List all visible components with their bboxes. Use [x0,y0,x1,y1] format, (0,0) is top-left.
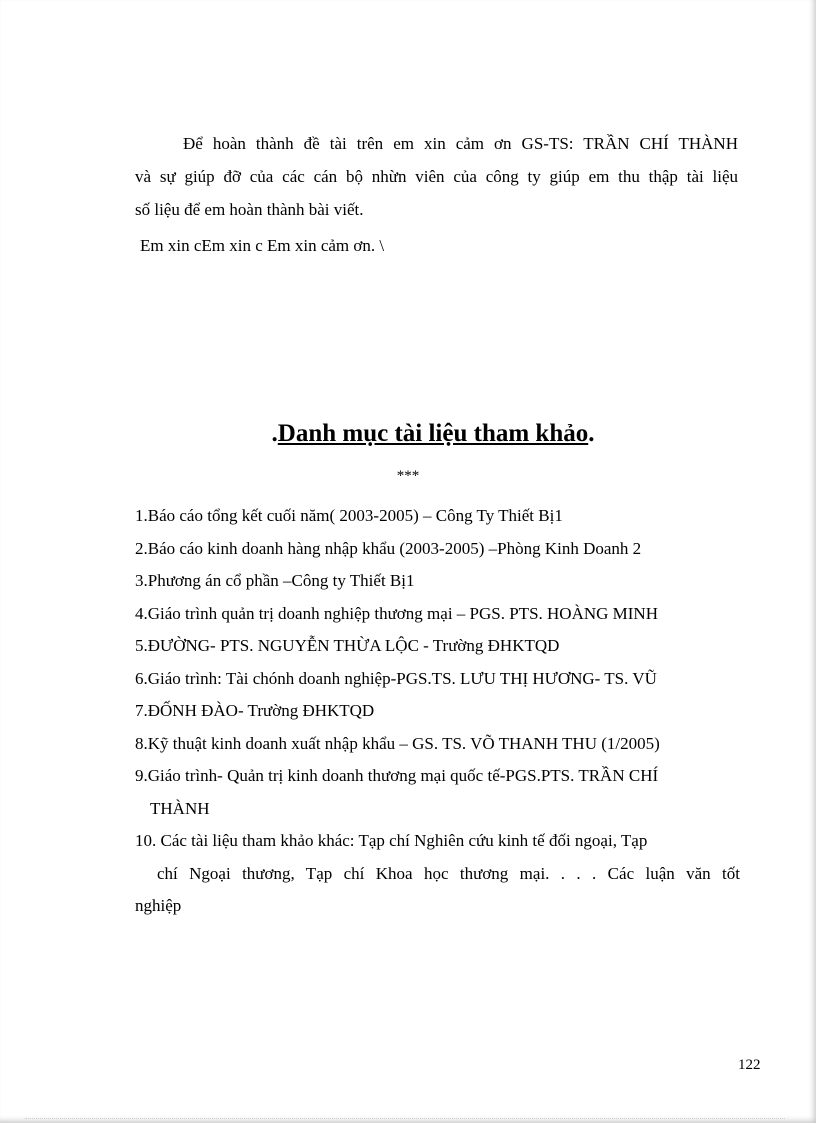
references-heading-suffix: . [588,420,595,447]
thanks-line: Em xin cEm xin c Em xin cảm ơn. \ [140,236,385,255]
page-number: 122 [738,1057,761,1073]
references-heading-prefix: . [271,420,278,447]
reference-item-9: 9.Giáo trình- Quản trị kinh doanh thương mại quốc tế-PGS.PTS. TRẦN CHÍ [135,766,659,785]
reference-item-4: 4.Giáo trình quản trị doanh nghiệp thương mại – PGS. PTS. HOÀNG MINH [135,603,658,623]
references-heading-title: Danh mục tài liệu tham khảo [277,420,589,447]
acknowledgement-line-3: số liệu để em hoàn thành bài viết. [135,200,364,219]
reference-item-10-end: nghiệp [135,896,182,915]
reference-item-7: 7.ĐỐNH ĐÀO- Trường ĐHKTQD [135,701,375,720]
references-list [135,500,740,923]
acknowledgement-line-2: và sự giúp đỡ của các cán bộ nhừn viên của công ty giúp em thu thập tài liệu [135,167,738,186]
footer-divider [25,1118,785,1119]
reference-item-2: 2.Báo cáo kinh doanh hàng nhập khẩu (2003-2005) –Phòng Kinh Doanh 2 [135,538,642,558]
reference-item-8: 8.Kỹ thuật kinh doanh xuất nhập khẩu – GS. TS. VÕ THANH THU (1/2005) [135,733,660,753]
reference-item-5: 5.ĐƯỜNG- PTS. NGUYỄN THỪA LỘC - Trường ĐHKTQD [135,636,560,655]
acknowledgement-line-1: Để hoàn thành đề tài trên em xin cảm ơn GS-TS: TRẦN CHÍ THÀNH [183,134,738,153]
reference-item-6: 6.Giáo trình: Tài chónh doanh nghiệp-PGS.TS. LƯU THỊ HƯƠNG- TS. VŨ [135,668,657,688]
acknowledgement-paragraph [135,127,738,226]
reference-item-1: 1.Báo cáo tổng kết cuối năm( 2003-2005) – Công Ty Thiết Bị1 [135,506,563,525]
reference-item-9-continued: THÀNH [150,798,210,818]
reference-item-3: 3.Phương án cổ phần –Công ty Thiết Bị1 [135,571,415,590]
reference-item-10-continued: chí Ngoại thương, Tạp chí Khoa học thương mại. . . . Các luận văn tốt [157,863,740,883]
references-separator: *** [396,468,420,484]
reference-item-10: 10. Các tài liệu tham khảo khác: Tạp chí Nghiên cứu kinh tế đối ngoại, Tạp [135,831,648,850]
references-heading [0,420,816,448]
